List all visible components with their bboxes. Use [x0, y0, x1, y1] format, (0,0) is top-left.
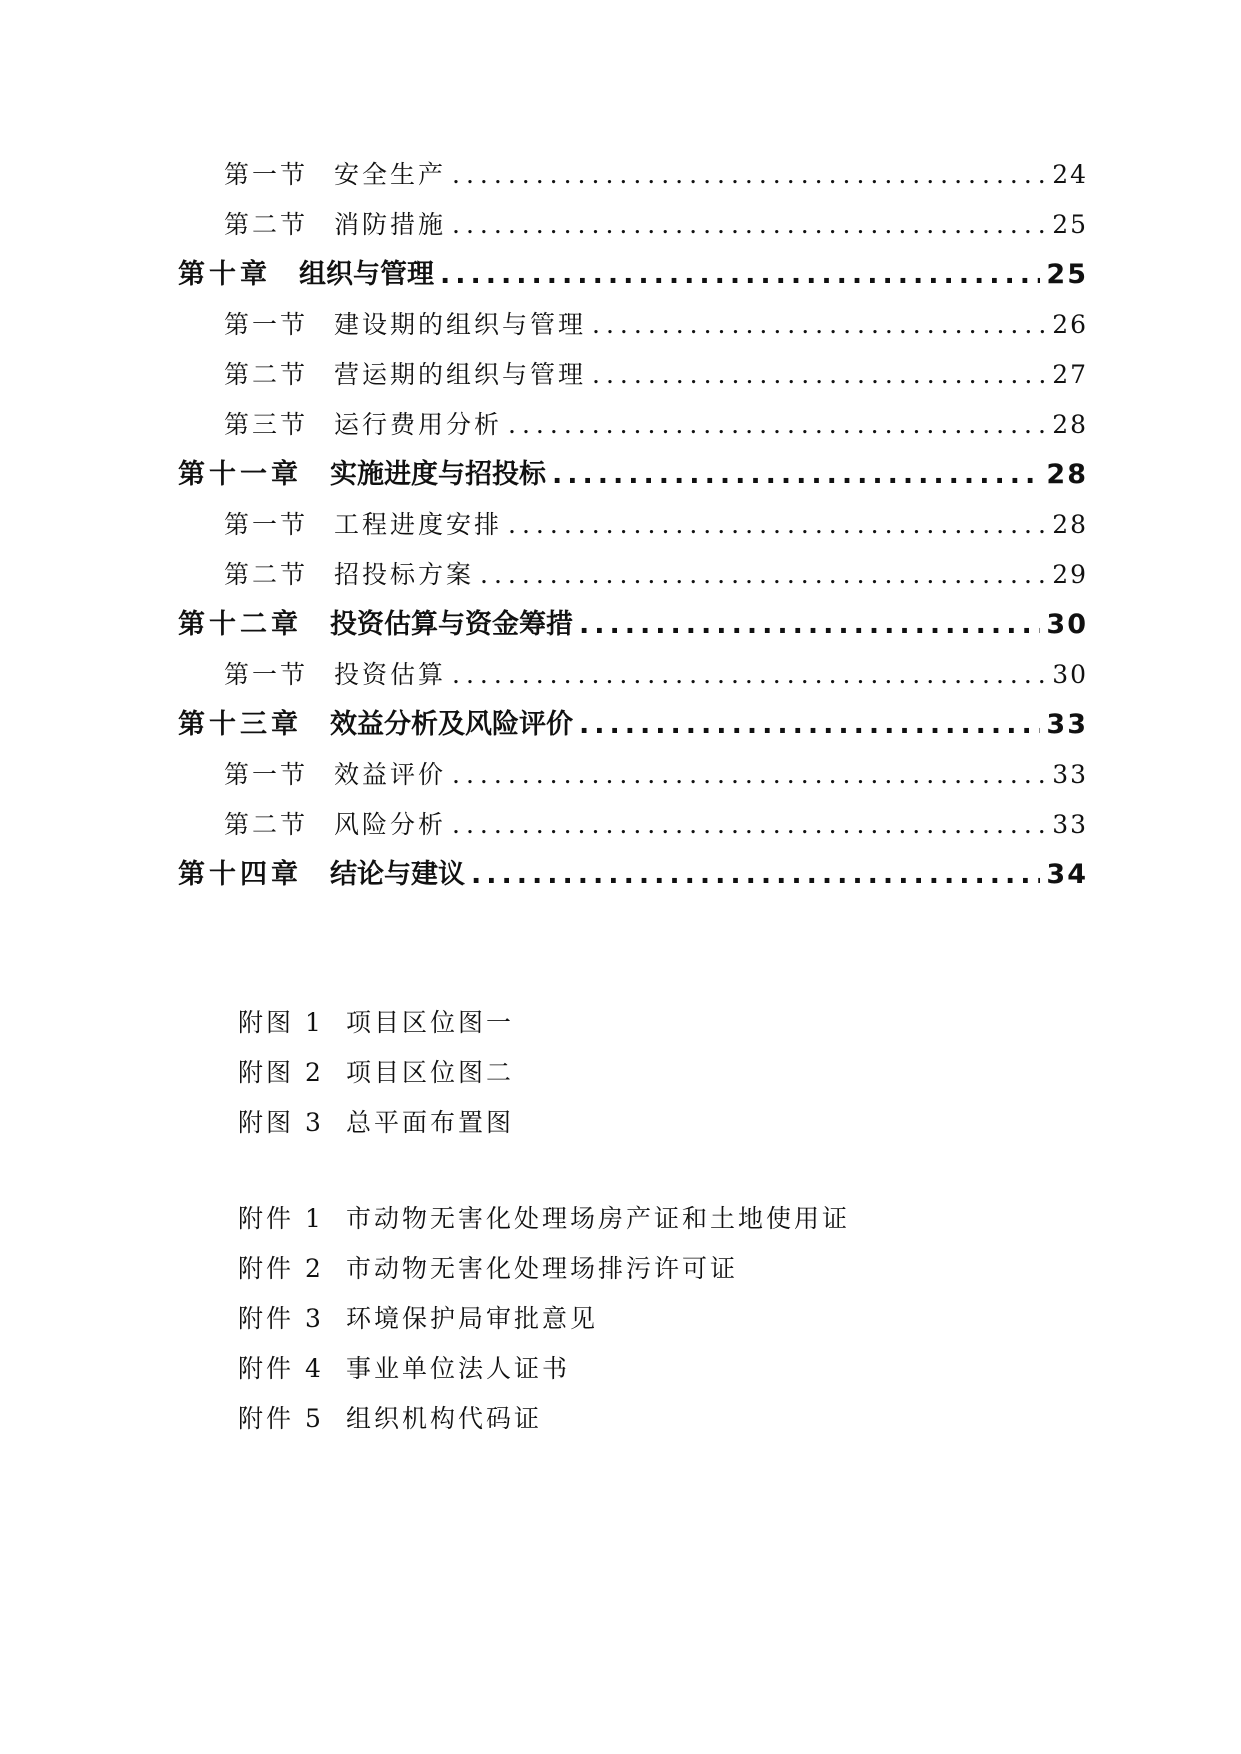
dot-leader: [508, 500, 1046, 550]
dot-leader: [452, 750, 1046, 800]
appendix-attachment-label: 附件 3: [238, 1304, 324, 1333]
dot-leader: [579, 700, 1040, 750]
dot-leader: [452, 800, 1046, 850]
appendix-attachment-item[interactable]: [238, 1194, 1038, 1244]
appendix-attachment-item[interactable]: [238, 1244, 1038, 1294]
toc-chapter-entry[interactable]: [178, 850, 1088, 900]
appendix-attachment-title: 组织机构代码证: [346, 1404, 543, 1433]
toc-entry-page: 28: [1052, 410, 1088, 439]
toc-entry-number: 第一节: [224, 660, 309, 689]
toc-entry[interactable]: [178, 750, 1088, 800]
toc-entry-title: 效益评价: [334, 760, 447, 789]
appendix-figure-title: 项目区位图二: [346, 1058, 515, 1087]
toc-entry-number: 第二节: [224, 210, 309, 239]
dot-leader: [452, 150, 1046, 200]
toc-entry-number: 第二节: [224, 560, 309, 589]
toc-chapter-title: 结论与建议: [330, 859, 465, 890]
toc-entry-title: 营运期的组织与管理: [334, 360, 587, 389]
toc-chapter-page: 28: [1046, 459, 1088, 490]
toc-entry-number: 第一节: [224, 760, 309, 789]
toc-entry-page: 28: [1052, 510, 1088, 539]
appendix-attachments-list: [238, 1194, 1038, 1444]
appendix-figure-label: 附图 2: [238, 1058, 324, 1087]
toc-chapter-number: 第十三章: [178, 709, 302, 740]
toc-entry-title: 安全生产: [334, 160, 447, 189]
toc-chapter-entry[interactable]: [178, 450, 1088, 500]
toc-entry-title: 工程进度安排: [334, 510, 503, 539]
appendix-attachment-title: 环境保护局审批意见: [346, 1304, 599, 1333]
appendix-attachment-title: 市动物无害化处理场房产证和土地使用证: [346, 1204, 851, 1233]
toc-chapter-entry[interactable]: [178, 600, 1088, 650]
toc-entry-page: 33: [1052, 810, 1088, 839]
appendix-attachment-label: 附件 2: [238, 1254, 324, 1283]
appendix-attachment-title: 市动物无害化处理场排污许可证: [346, 1254, 739, 1283]
toc-chapter-page: 33: [1046, 709, 1088, 740]
toc-entry-title: 招投标方案: [334, 560, 475, 589]
toc-entry[interactable]: [178, 500, 1088, 550]
toc-entry-page: 24: [1052, 160, 1088, 189]
dot-leader: [592, 300, 1046, 350]
toc-entry[interactable]: [178, 400, 1088, 450]
dot-leader: [480, 550, 1046, 600]
toc-chapter-title: 实施进度与招投标: [330, 459, 546, 490]
table-of-contents: [178, 150, 1088, 900]
toc-entry[interactable]: [178, 650, 1088, 700]
toc-entry-title: 投资估算: [334, 660, 447, 689]
appendix-figures-list: [238, 998, 1038, 1148]
appendix-attachment-label: 附件 4: [238, 1354, 324, 1383]
appendix-attachment-item[interactable]: [238, 1294, 1038, 1344]
toc-chapter-number: 第十章: [178, 259, 271, 290]
appendix-attachment-item[interactable]: [238, 1394, 1038, 1444]
appendix-figure-item[interactable]: [238, 1048, 1038, 1098]
toc-chapter-number: 第十四章: [178, 859, 302, 890]
appendix-attachment-label: 附件 5: [238, 1404, 324, 1433]
dot-leader: [452, 200, 1046, 250]
toc-entry-title: 建设期的组织与管理: [334, 310, 587, 339]
toc-entry-page: 27: [1052, 360, 1088, 389]
toc-entry[interactable]: [178, 800, 1088, 850]
toc-entry[interactable]: [178, 150, 1088, 200]
appendix-figure-title: 总平面布置图: [346, 1108, 515, 1137]
toc-entry-page: 33: [1052, 760, 1088, 789]
toc-chapter-entry[interactable]: [178, 700, 1088, 750]
toc-entry-page: 30: [1052, 660, 1088, 689]
toc-entry[interactable]: [178, 550, 1088, 600]
toc-entry-number: 第一节: [224, 310, 309, 339]
toc-entry-page: 29: [1052, 560, 1088, 589]
toc-entry-number: 第一节: [224, 160, 309, 189]
toc-chapter-title: 效益分析及风险评价: [330, 709, 573, 740]
toc-entry-title: 运行费用分析: [334, 410, 503, 439]
toc-entry-number: 第二节: [224, 810, 309, 839]
toc-entry-number: 第三节: [224, 410, 309, 439]
toc-chapter-number: 第十一章: [178, 459, 302, 490]
toc-entry-page: 25: [1052, 210, 1088, 239]
appendix-attachment-title: 事业单位法人证书: [346, 1354, 571, 1383]
toc-chapter-title: 组织与管理: [299, 259, 434, 290]
toc-entry[interactable]: [178, 300, 1088, 350]
dot-leader: [471, 850, 1040, 900]
appendix-figure-label: 附图 1: [238, 1008, 324, 1037]
dot-leader: [508, 400, 1046, 450]
toc-chapter-page: 30: [1046, 609, 1088, 640]
appendix-figure-title: 项目区位图一: [346, 1008, 515, 1037]
dot-leader: [440, 250, 1040, 300]
dot-leader: [452, 650, 1046, 700]
toc-chapter-page: 34: [1046, 859, 1088, 890]
toc-chapter-title: 投资估算与资金筹措: [330, 609, 573, 640]
appendix-figure-item[interactable]: [238, 1098, 1038, 1148]
toc-entry-number: 第一节: [224, 510, 309, 539]
toc-entry-title: 消防措施: [334, 210, 447, 239]
toc-entry[interactable]: [178, 350, 1088, 400]
toc-entry-title: 风险分析: [334, 810, 447, 839]
appendix-attachment-label: 附件 1: [238, 1204, 324, 1233]
appendix-attachment-item[interactable]: [238, 1344, 1038, 1394]
dot-leader: [552, 450, 1040, 500]
toc-entry-page: 26: [1052, 310, 1088, 339]
toc-chapter-entry[interactable]: [178, 250, 1088, 300]
dot-leader: [592, 350, 1046, 400]
appendix-figure-label: 附图 3: [238, 1108, 324, 1137]
toc-chapter-number: 第十二章: [178, 609, 302, 640]
appendix-figure-item[interactable]: [238, 998, 1038, 1048]
toc-entry-number: 第二节: [224, 360, 309, 389]
dot-leader: [579, 600, 1040, 650]
toc-chapter-page: 25: [1046, 259, 1088, 290]
toc-entry[interactable]: [178, 200, 1088, 250]
